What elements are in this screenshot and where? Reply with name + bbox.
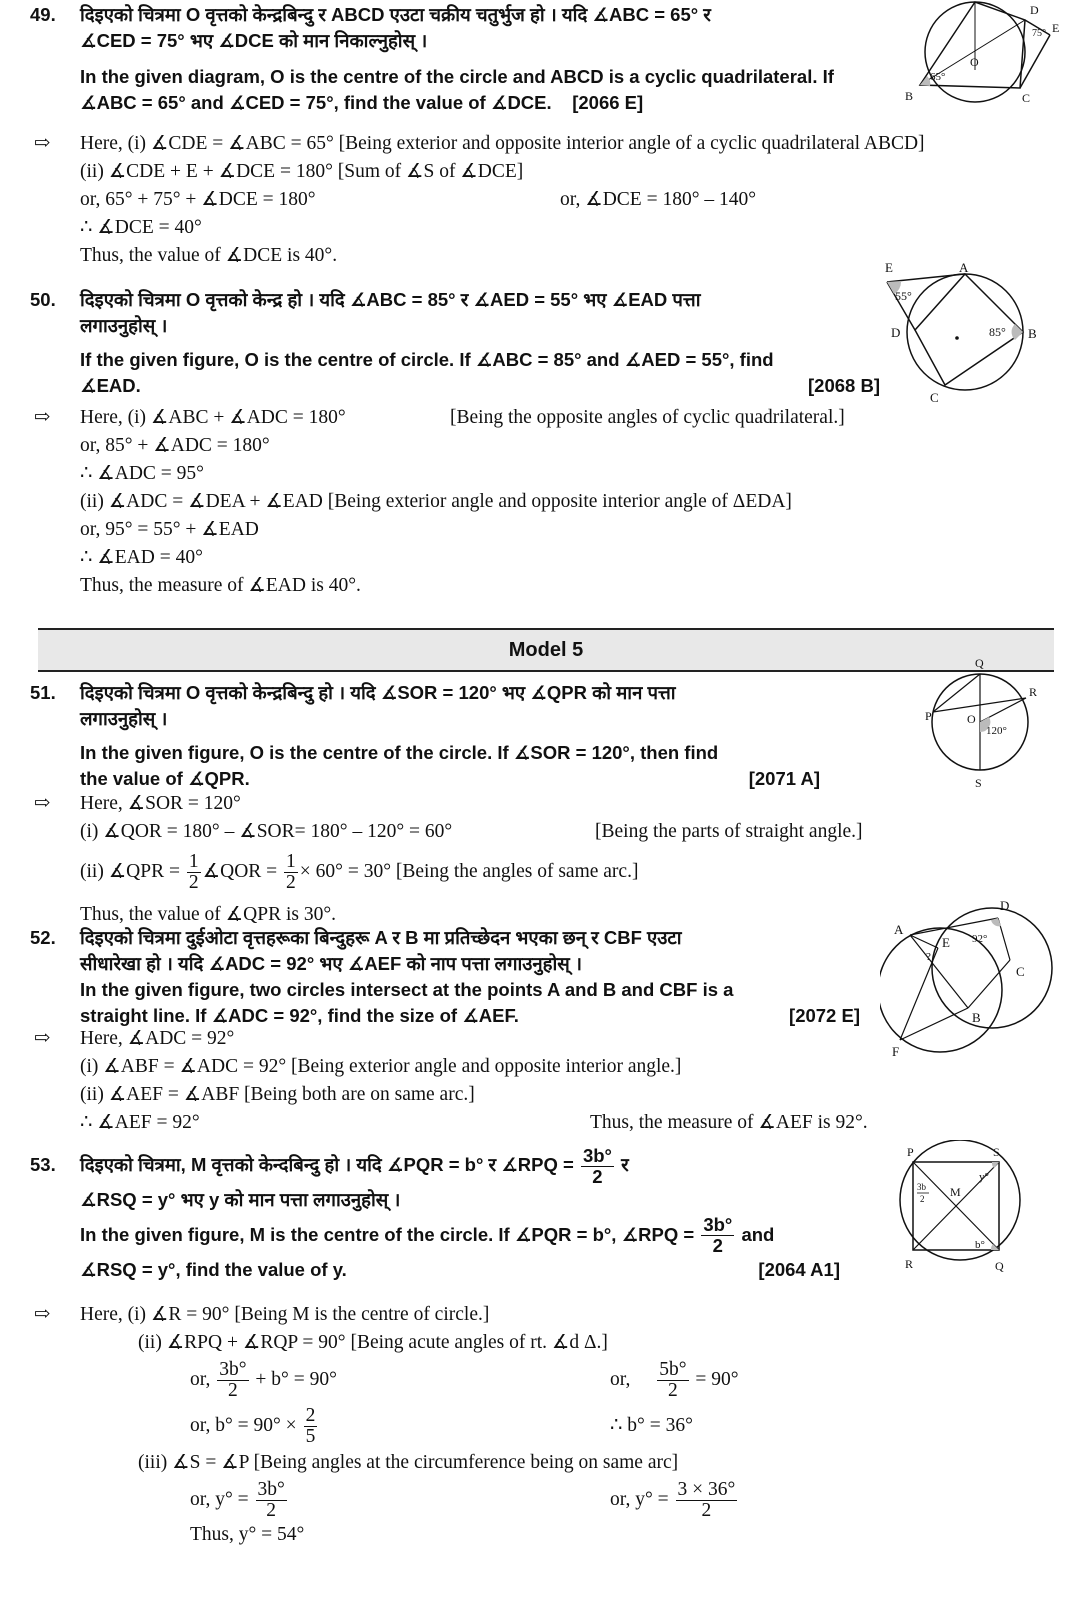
q53-figure bbox=[895, 1140, 1045, 1280]
q50-fig-C: C bbox=[930, 390, 939, 405]
q53-fig-angle-y: y° bbox=[979, 1171, 989, 1183]
q50-number: 50. bbox=[30, 289, 56, 310]
q53-sol-line7: Thus, y° = 54° bbox=[190, 1524, 305, 1545]
q51-sol-line3b: ∡QOR = bbox=[202, 860, 278, 882]
q52-english-line2: straight line. If ∡ADC = 92°, find the size of ∡AEF. bbox=[80, 1005, 519, 1026]
q52-fig-E: E bbox=[942, 935, 950, 950]
q52-fig-F: F bbox=[892, 1044, 900, 1059]
half-fraction: $\frac{1}{2}$ bbox=[188, 851, 199, 893]
q52-sol-line4-right: Thus, the measure of ∡AEF is 92°. bbox=[590, 1112, 868, 1133]
three-b-by-two-fraction: $\frac{3b^\circ}{2}$ bbox=[582, 1144, 612, 1187]
q49-reference: [2066 E] bbox=[572, 92, 644, 113]
q53-sol-line3-or: or, bbox=[190, 1369, 211, 1390]
q50-sol-line7: Thus, the measure of ∡EAD is 40°. bbox=[80, 575, 361, 596]
q53-fig-S: S bbox=[993, 1145, 1000, 1159]
q50-fig-E: E bbox=[885, 260, 893, 275]
q53-english-line2: ∡RSQ = y°, find the value of y. bbox=[80, 1258, 347, 1280]
q50-nepali-line1: दिइएको चित्रमा O वृत्तको केन्द्र हो । यदि ∡ABC = 85° र ∡AED = 55° भए ∡EAD पत्ता bbox=[80, 289, 701, 310]
q51-nepali-line2: लगाउनुहोस् । bbox=[80, 708, 168, 729]
q53-sol-line4: or, b° = 90° × bbox=[190, 1415, 297, 1436]
q50-sol-line4: (ii) ∡ADC = ∡DEA + ∡EAD [Being exterior angle and opposite interior angle of ΔEDA] bbox=[80, 491, 792, 512]
q49-sol-line2: (ii) ∡CDE + E + ∡DCE = 180° [Sum of ∡S of ∡DCE] bbox=[80, 161, 524, 182]
q53-sol-line3-right: = 90° bbox=[695, 1369, 739, 1390]
q53-fig-angle-2: 2 bbox=[920, 1194, 925, 1204]
q52-fig-angle-92: 92° bbox=[972, 933, 988, 945]
q50-question bbox=[30, 287, 880, 399]
q52-solution bbox=[30, 1025, 1010, 1137]
q49-english-line1: In the given diagram, O is the centre of the circle and ABCD is a cyclic quadrilateral. If bbox=[80, 66, 834, 87]
q50-sol-line1: Here, (i) ∡ABC + ∡ADC = 180° bbox=[80, 407, 346, 428]
q51-question bbox=[30, 680, 880, 792]
q53-fig-M: M bbox=[950, 1185, 961, 1199]
arrow-icon: ⇨ bbox=[34, 133, 51, 154]
q53-reference: [2064 A1] bbox=[758, 1258, 840, 1280]
q53-sol-line5: (iii) ∡S = ∡P [Being angles at the circumference being on same arc] bbox=[138, 1452, 679, 1473]
q53-english-line1: In the given figure, M is the centre of the circle. If ∡PQR = b°, ∡RPQ = bbox=[80, 1223, 695, 1245]
q53-sol-line6: or, y° = bbox=[190, 1489, 249, 1510]
q50-fig-angle-85: 85° bbox=[989, 325, 1006, 339]
q51-reference: [2071 A] bbox=[748, 768, 820, 789]
five-b-by-two-fraction: $\frac{5b^\circ}{2}$ bbox=[659, 1359, 687, 1402]
q50-sol-line1-right: [Being the opposite angles of cyclic quadrilateral.] bbox=[450, 407, 845, 428]
q53-sol-line3-right-or: or, bbox=[610, 1369, 631, 1390]
q53-sol-line6-right: or, y° = bbox=[610, 1489, 669, 1510]
q51-english-line2: the value of ∡QPR. bbox=[80, 768, 250, 789]
q51-sol-line3a: (ii) ∡QPR = bbox=[80, 860, 180, 882]
q52-figure bbox=[880, 890, 1060, 1070]
q51-fig-angle-120: 120° bbox=[986, 725, 1007, 737]
q50-reference: [2068 B] bbox=[808, 375, 880, 396]
q50-fig-D: D bbox=[891, 325, 901, 340]
q49-fig-E: E bbox=[1052, 21, 1060, 35]
q53-fig-P: P bbox=[907, 1145, 914, 1159]
q53-number: 53. bbox=[30, 1154, 56, 1175]
q51-sol-line2: (i) ∡QOR = 180° – ∡SOR= 180° – 120° = 60° bbox=[80, 821, 453, 842]
q53-fig-Q: Q bbox=[995, 1259, 1004, 1273]
q51-sol-line4: Thus, the value of ∡QPR is 30°. bbox=[80, 904, 337, 925]
q50-nepali-line2: लगाउनुहोस् । bbox=[80, 315, 168, 336]
q51-fig-P: P bbox=[925, 709, 932, 723]
q51-sol-line2-right: [Being the parts of straight angle.] bbox=[595, 821, 863, 842]
q51-figure bbox=[925, 650, 1055, 800]
q49-sol-line3: or, 65° + 75° + ∡DCE = 180° bbox=[80, 189, 316, 210]
q53-nepali-and: र bbox=[621, 1154, 629, 1175]
q53-english-and: and bbox=[741, 1223, 775, 1245]
q52-sol-line2: (i) ∡ABF = ∡ADC = 92° [Being exterior angle and opposite interior angle.] bbox=[80, 1056, 682, 1077]
q53-fig-angle-3b: 3b bbox=[917, 1182, 926, 1192]
q50-sol-line3: ∴ ∡ADC = 95° bbox=[80, 463, 204, 484]
q51-fig-S: S bbox=[975, 776, 982, 790]
q49-sol-line5: Thus, the value of ∡DCE is 40°. bbox=[80, 245, 338, 266]
q49-solution bbox=[30, 130, 1010, 270]
q53-fig-angle-b: b° bbox=[975, 1239, 985, 1251]
arrow-icon: ⇨ bbox=[34, 793, 51, 814]
q53-sol-line4-right: ∴ b° = 36° bbox=[610, 1415, 693, 1436]
q50-figure bbox=[885, 260, 1055, 410]
q52-reference: [2072 E] bbox=[789, 1005, 860, 1026]
q51-solution bbox=[30, 790, 1010, 929]
q50-english-line2: ∡EAD. bbox=[80, 375, 141, 396]
q52-fig-C: C bbox=[1016, 964, 1025, 979]
q53-sol-line2: (ii) ∡RPQ + ∡RQP = 90° [Being acute angles of rt. ∡d Δ.] bbox=[138, 1332, 608, 1353]
q49-fig-B: B bbox=[905, 89, 914, 103]
q50-sol-line5: or, 95° = 55° + ∡EAD bbox=[80, 519, 259, 540]
q52-sol-line1: Here, ∡ADC = 92° bbox=[80, 1028, 235, 1049]
three-times-36-fraction: $\frac{3 \times 36^\circ}{2}$ bbox=[677, 1479, 736, 1522]
q49-fig-D: D bbox=[1030, 3, 1039, 17]
q50-english-line1: If the given figure, O is the centre of circle. If ∡ABC = 85° and ∡AED = 55°, find bbox=[80, 349, 774, 370]
three-b-by-two-fraction: $\frac{3b^\circ}{2}$ bbox=[703, 1214, 733, 1257]
q50-fig-A: A bbox=[959, 260, 969, 275]
q49-sol-line1: Here, (i) ∡CDE = ∡ABC = 65° [Being exterior and opposite interior angle of a cyclic quadrilateral ABCD] bbox=[80, 133, 925, 154]
q49-sol-line4: ∴ ∡DCE = 40° bbox=[80, 217, 202, 238]
q52-number: 52. bbox=[30, 927, 56, 948]
three-b-by-two-fraction: $\frac{3b^\circ}{2}$ bbox=[219, 1359, 247, 1402]
q49-question bbox=[30, 2, 880, 116]
q49-fig-C: C bbox=[1022, 91, 1031, 105]
q52-fig-A: A bbox=[894, 922, 904, 937]
q52-nepali-line2: सीधारेखा हो । यदि ∡ADC = 92° भए ∡AEF को नाप पत्ता लगाउनुहोस् । bbox=[80, 953, 582, 974]
q52-sol-line3: (ii) ∡AEF = ∡ABF [Being both are on same arc.] bbox=[80, 1084, 475, 1105]
q49-figure bbox=[900, 0, 1060, 120]
q53-fig-R: R bbox=[905, 1257, 914, 1271]
q51-english-line1: In the given figure, O is the centre of the circle. If ∡SOR = 120°, then find bbox=[80, 742, 719, 763]
three-b-by-two-fraction: $\frac{3b^\circ}{2}$ bbox=[257, 1479, 285, 1522]
q50-sol-line6: ∴ ∡EAD = 40° bbox=[80, 547, 203, 568]
q51-sol-line1: Here, ∡SOR = 120° bbox=[80, 793, 241, 814]
q51-fig-R: R bbox=[1029, 685, 1038, 699]
q53-sol-line1: Here, (i) ∡R = 90° [Being M is the centre of circle.] bbox=[80, 1304, 490, 1325]
q52-fig-unknown-angle: ? bbox=[926, 951, 931, 963]
q49-english-line2: ∡ABC = 65° and ∡CED = 75°, find the value of ∡DCE. bbox=[80, 92, 552, 113]
q51-nepali-line1: दिइएको चित्रमा O वृत्तको केन्द्रबिन्दु हो । यदि ∡SOR = 120° भए ∡QPR को मान पत्ता bbox=[80, 682, 676, 703]
q50-fig-angle-55: 55° bbox=[895, 289, 912, 303]
q52-fig-B: B bbox=[972, 1010, 981, 1025]
q49-fig-angle-75: 75° bbox=[1032, 28, 1046, 39]
arrow-icon: ⇨ bbox=[34, 1028, 51, 1049]
half-fraction: $\frac{1}{2}$ bbox=[286, 851, 296, 893]
arrow-icon: ⇨ bbox=[34, 1304, 51, 1325]
q50-sol-line2: or, 85° + ∡ADC = 180° bbox=[80, 435, 270, 456]
q49-number: 49. bbox=[30, 4, 56, 25]
q53-nepali-line2: ∡RSQ = y° भए y को मान पत्ता लगाउनुहोस् । bbox=[80, 1188, 401, 1210]
q52-english-line1: In the given figure, two circles intersect at the points A and B and CBF is a bbox=[80, 979, 734, 1000]
arrow-icon: ⇨ bbox=[34, 407, 51, 428]
q50-solution bbox=[30, 404, 1010, 600]
q53-question bbox=[30, 1145, 880, 1283]
q51-number: 51. bbox=[30, 682, 56, 703]
q53-sol-line3: + b° = 90° bbox=[255, 1369, 337, 1390]
q51-sol-line3c: × 60° = 30° [Being the angles of same arc.] bbox=[299, 860, 639, 882]
q52-question bbox=[30, 925, 880, 1029]
q49-nepali-line1: दिइएको चित्रमा O वृत्तको केन्द्रबिन्दु र ABCD एउटा चक्रीय चतुर्भुज हो । यदि ∡ABC = 65° र bbox=[80, 4, 711, 25]
two-by-five-fraction: $\frac{2}{5}$ bbox=[305, 1405, 316, 1448]
q51-fig-Q: Q bbox=[975, 656, 984, 670]
q52-fig-D: D bbox=[1000, 898, 1010, 913]
q49-nepali-line2: ∡CED = 75° भए ∡DCE को मान निकाल्नुहोस् । bbox=[80, 30, 428, 51]
q49-fig-O: O bbox=[970, 55, 979, 69]
q52-sol-line4: ∴ ∡AEF = 92° bbox=[80, 1112, 200, 1133]
section-heading-model-5: Model 5 bbox=[38, 628, 1054, 672]
q53-nepali-line1: दिइएको चित्रमा, M वृत्तको केन्दबिन्दु हो । यदि ∡PQR = b° र ∡RPQ = bbox=[80, 1154, 574, 1175]
q50-fig-B: B bbox=[1028, 326, 1037, 341]
q52-nepali-line1: दिइएको चित्रमा दुईओटा वृत्तहरूका बिन्दुहरू A र B मा प्रतिच्छेदन भएका छन् र CBF एउटा bbox=[80, 927, 682, 948]
q53-solution bbox=[30, 1301, 1010, 1547]
q49-fig-angle-65: 65° bbox=[930, 71, 946, 83]
q51-fig-O: O bbox=[967, 712, 976, 726]
q49-sol-line3-right: or, ∡DCE = 180° – 140° bbox=[560, 189, 757, 210]
